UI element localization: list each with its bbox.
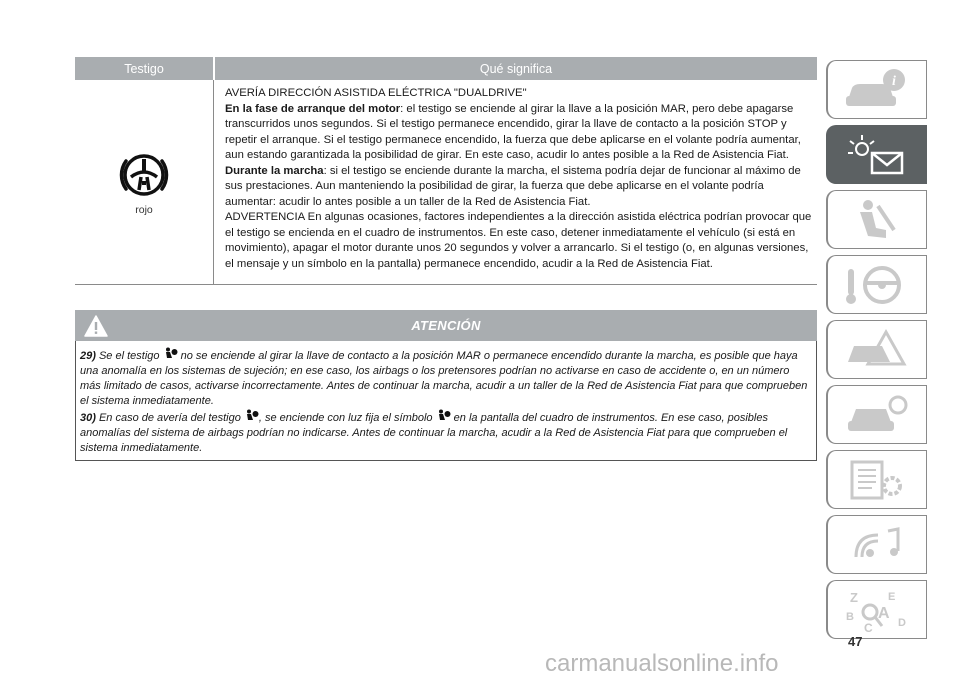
attention-header (75, 310, 817, 341)
svg-text:E: E (888, 590, 896, 603)
svg-text:Z: Z (850, 589, 858, 605)
specs-gears-icon (842, 456, 912, 504)
svg-text:A: A (878, 604, 890, 622)
watermark: carmanualsonline.info (545, 650, 779, 677)
attention-note-29 (80, 347, 812, 409)
attention-body (75, 341, 817, 461)
attention-title: ATENCIÓN (411, 318, 481, 333)
meaning-paragraph-2 (225, 164, 817, 211)
warning-triangle-icon (83, 314, 109, 338)
meaning-paragraph-3: ADVERTENCIA En algunas ocasiones, factores independientes a la dirección asistida eléctrica podrían provocar que el testigo se encienda en el cuadro de instrumentos. En este caso, detener inmediatamente el vehículo (si está en movimiento), apagar el motor durante unos 20 segundos y volver a arrancarlo. Si el testigo (o, en algunas versiones, el mensaje y un símbolo en la pantalla) permanece encendido, acudir a la Red de Asistencia Fiat. (225, 211, 812, 270)
table-row (75, 80, 817, 285)
header-testigo: Testigo (75, 57, 215, 80)
tab-warning-lights[interactable] (826, 125, 927, 184)
phase-driving-text: : si el testigo se enciende durante la marcha, el sistema podría dejar de funcionar al máximo de sus prestaciones. Aun manteniendo la posibilidad de girar, la fuerza que debe aplicarse en el volante podría aumentar: acudir lo antes posible a un taller de la Red de Asistencia Fiat. (225, 164, 801, 208)
key-steering-wheel-icon (842, 261, 912, 309)
seat-safety-icon (842, 196, 912, 244)
note-number: 30) (80, 412, 96, 424)
page-number: 47 (848, 634, 863, 649)
power-steering-warning-icon (117, 148, 171, 202)
svg-text:D: D (898, 616, 906, 629)
table-header (75, 57, 817, 80)
lamp-color-caption: rojo (135, 204, 153, 216)
tab-technical-data[interactable] (826, 450, 927, 509)
warning-light-message-icon (842, 131, 912, 179)
header-meaning: Qué significa (479, 61, 553, 76)
tab-emergency[interactable] (826, 320, 927, 379)
note-text: Se el testigo (95, 350, 163, 362)
car-accident-icon (842, 326, 912, 374)
alphabetical-index-icon (842, 586, 912, 634)
tab-index[interactable] (826, 580, 927, 639)
note-text: en la pantalla del cuadro de instrumentos. En ese caso, posibles anomalías del sistema de airbags podrían no indicarse. Antes de continuar la marcha, acudir a la Red de Asistencia Fiat para que comprueben el sistema inmediatamente. (80, 412, 788, 454)
tab-maintenance[interactable] (826, 385, 927, 444)
phase-driving-label: Durante la marcha (225, 164, 324, 177)
note-text: , se enciende con luz fija el símbolo (258, 412, 436, 424)
meaning-paragraph-1 (225, 102, 817, 164)
note-text: En caso de avería del testigo (95, 412, 244, 424)
lamp-cell (75, 80, 214, 284)
car-maintenance-icon (842, 391, 912, 439)
tab-safety[interactable] (826, 190, 927, 249)
attention-note-30 (80, 409, 812, 456)
phase-start-label: En la fase de arranque del motor (225, 102, 401, 115)
note-text: no se enciende al girar la llave de contacto a la posición MAR o permanece encendido durante la marcha, es posible que haya una anomalía en los sistemas de sujeción; en ese caso, los airbags o los pretensores podrían no activarse en caso de accidente o, en un número más limitado de casos, activarse incorrectamente. Antes de continuar la marcha, acudir a un taller de la Red de Asistencia Fiat para que comprueben el sistema inmediatamente. (80, 350, 808, 407)
airbag-icon (163, 347, 178, 361)
attention-box (75, 310, 817, 461)
svg-text:i: i (892, 73, 896, 89)
multimedia-icon (842, 521, 912, 569)
warning-light-table (75, 57, 817, 285)
meaning-title: AVERÍA DIRECCIÓN ASISTIDA ELÉCTRICA "DUALDRIVE" (225, 87, 527, 99)
tab-multimedia[interactable] (826, 515, 927, 574)
airbag-icon (436, 409, 451, 423)
tab-car-info[interactable] (826, 60, 927, 119)
note-number: 29) (80, 350, 96, 362)
phase-start-text: : el testigo se enciende al girar la llave a la posición MAR, pero debe apagarse transcurridos unos segundos. Si el testigo permanece encendido, girar la llave de contacto a la posición STOP y repetir el arranque. Si el testigo permanece encendido, la fuerza que debe aplicarse en el volante podría aumentar, aun estando garantizada la posibilidad de girar. En este caso, acudir lo antes posible a la Red de Asistencia Fiat. (225, 102, 801, 161)
airbag-icon (244, 409, 259, 423)
svg-text:C: C (864, 620, 873, 634)
svg-text:B: B (846, 610, 854, 623)
meaning-cell (214, 80, 817, 284)
tab-starting-driving[interactable] (826, 255, 927, 314)
car-info-icon (842, 66, 912, 114)
